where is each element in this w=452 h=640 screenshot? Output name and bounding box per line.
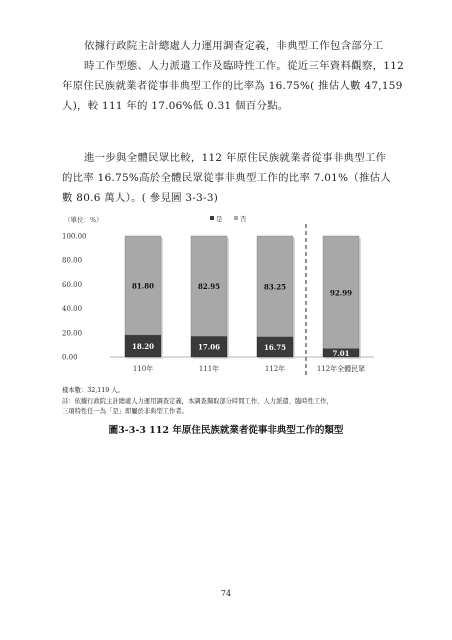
data-label-yes: 16.75 <box>264 342 286 352</box>
paragraph-line: 年原住民族就業者從事非典型工作的比率為 16.75%( 推估人數 47,159 <box>62 80 403 92</box>
legend-label-yes: 是 <box>216 215 223 223</box>
y-tick-label: 40.00 <box>62 305 83 314</box>
paragraph-line: 依據行政院主計總處人力運用調查定義，非典型工作包含部分工 <box>84 40 384 52</box>
x-category-label: 112年 <box>264 365 286 373</box>
stacked-bar-chart <box>62 210 392 390</box>
y-tick-label: 0.00 <box>62 353 78 362</box>
y-tick-label: 100.00 <box>62 232 87 241</box>
figure-caption: 圖3-3-3 112 年原住民族就業者從事非典型工作的類型 <box>108 425 344 436</box>
unit-label: （單位：%） <box>64 216 103 224</box>
data-label-no: 92.99 <box>330 288 352 298</box>
x-category-label: 112年全體民眾 <box>316 365 366 373</box>
data-label-no: 81.80 <box>132 281 154 291</box>
paragraph-line: 的比率 16.75%高於全體民眾從事非典型工作的比率 7.01%（推估人 <box>62 172 392 184</box>
legend-swatch-no <box>234 216 238 220</box>
data-label-yes: 7.01 <box>332 349 350 358</box>
definition-note: 註：依據行政院主計總處人力運用調查定義，本調查擷取部分時間工作、人力派遣、臨時性工作， <box>62 398 333 405</box>
y-tick-label: 20.00 <box>62 329 83 338</box>
sample-size-note: 樣本數：32,119 人。 <box>62 387 124 394</box>
paragraph-intro <box>62 36 405 116</box>
data-label-no: 83.25 <box>264 282 286 292</box>
definition-note-continued: 三項特性任一為「是」即屬於非典型工作者。 <box>62 408 188 415</box>
x-category-label: 111年 <box>198 365 220 373</box>
paragraph-line: 進一步與全體民眾比較，112 年原住民族就業者從事非典型工作 <box>84 152 387 164</box>
legend-swatch-yes <box>210 216 214 220</box>
y-tick-label: 60.00 <box>62 280 83 289</box>
page-number: 74 <box>220 589 232 598</box>
legend-label-no: 否 <box>240 215 247 223</box>
y-tick-label: 80.00 <box>62 256 83 265</box>
paragraph-line: 數 80.6 萬人）。( 參見圖 3-3-3) <box>62 192 219 204</box>
data-label-no: 82.95 <box>198 282 220 292</box>
paragraph-line: 人)，較 111 年的 17.06%低 0.31 個百分點。 <box>62 100 289 112</box>
data-label-yes: 18.20 <box>132 341 154 351</box>
data-label-yes: 17.06 <box>198 342 220 352</box>
x-category-label: 110年 <box>132 365 154 373</box>
paragraph-line: 時工作型態、人力派遣工作及臨時性工作。從近三年資料觀察，112 <box>84 60 405 72</box>
chart-canvas <box>62 210 392 390</box>
paragraph-comparison <box>62 148 392 208</box>
